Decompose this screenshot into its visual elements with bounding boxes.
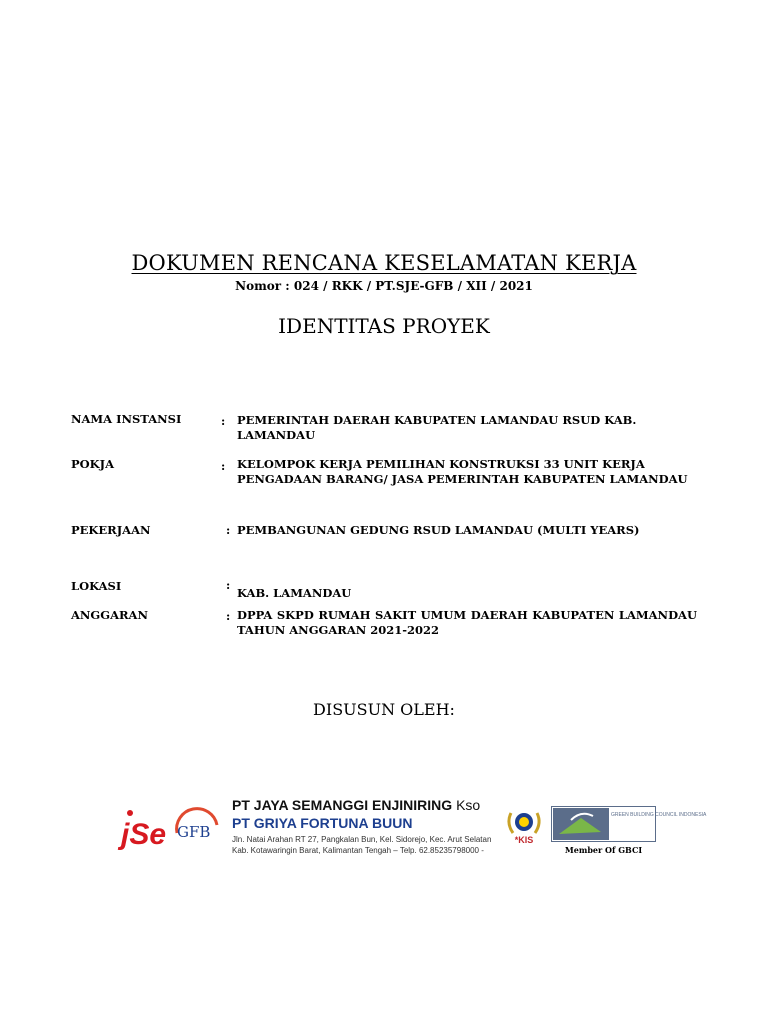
field-separator: :: [226, 578, 231, 592]
field-value-instansi: PEMERINTAH DAERAH KABUPATEN LAMANDAU RSUD KAB. LAMANDAU: [237, 413, 637, 442]
field-value-lokasi: KAB. LAMANDAU: [237, 586, 352, 600]
field-value-pekerjaan: PEMBANGUNAN GEDUNG RSUD LAMANDAU (MULTI YEARS): [237, 523, 640, 537]
company-suffix: Kso: [456, 797, 481, 813]
gfb-logo-text: GFB: [177, 823, 211, 841]
gbc-logo: [551, 806, 707, 842]
document-title: [0, 251, 768, 275]
field-value-anggaran: DPPA SKPD RUMAH SAKIT UMUM DAERAH KABUPATEN LAMANDAU TAHUN ANGGARAN 2021-2022: [237, 608, 697, 637]
gfb-logo: [171, 803, 221, 853]
field-label-anggaran: ANGGARAN: [71, 608, 148, 622]
jse-logo-text: jSe: [121, 818, 167, 851]
field-label-instansi: NAMA INSTANSI: [71, 412, 182, 426]
section-title: IDENTITAS PROYEK: [278, 314, 490, 338]
field-separator: :: [226, 523, 231, 537]
company-name-1-text: PT JAYA SEMANGGI ENJINIRING: [232, 797, 453, 813]
company-address-line-2: Kab. Kotawaringin Barat, Kalimantan Tengah – Telp. 62.85235798000 -: [232, 846, 484, 855]
gbc-logo-text: GREEN BUILDING COUNCIL INDONESIA: [611, 812, 707, 818]
kis-logo-text: *KIS: [514, 835, 534, 845]
company-name-1: [232, 797, 491, 813]
jse-logo: [120, 804, 165, 852]
company-info: [232, 797, 491, 856]
company-address-line-1: Jln. Natai Arahan RT 27, Pangkalan Bun, Kel. Sidorejo, Kec. Arut Selatan: [232, 835, 492, 844]
gbci-member-text: Member Of GBCI: [564, 845, 643, 855]
document-title-text: DOKUMEN RENCANA KESELAMATAN KERJA: [131, 251, 637, 275]
field-separator: :: [221, 414, 226, 428]
field-value-pokja: KELOMPOK KERJA PEMILIHAN KONSTRUKSI 33 UNIT KERJA PENGADAAN BARANG/ JASA PEMERINTAH KABUPATEN LAMANDAU: [237, 457, 688, 486]
document-number: Nomor : 024 / RKK / PT.SJE-GFB / XII / 2021: [235, 279, 533, 293]
field-label-pokja: POKJA: [71, 457, 115, 471]
field-label-lokasi: LOKASI: [71, 579, 122, 593]
field-label-pekerjaan: PEKERJAAN: [71, 523, 151, 537]
prepared-by-label: DISUSUN OLEH:: [313, 700, 455, 719]
company-name-2: PT GRIYA FORTUNA BUUN: [232, 815, 413, 831]
field-separator: :: [221, 459, 226, 473]
field-separator: :: [226, 609, 231, 623]
